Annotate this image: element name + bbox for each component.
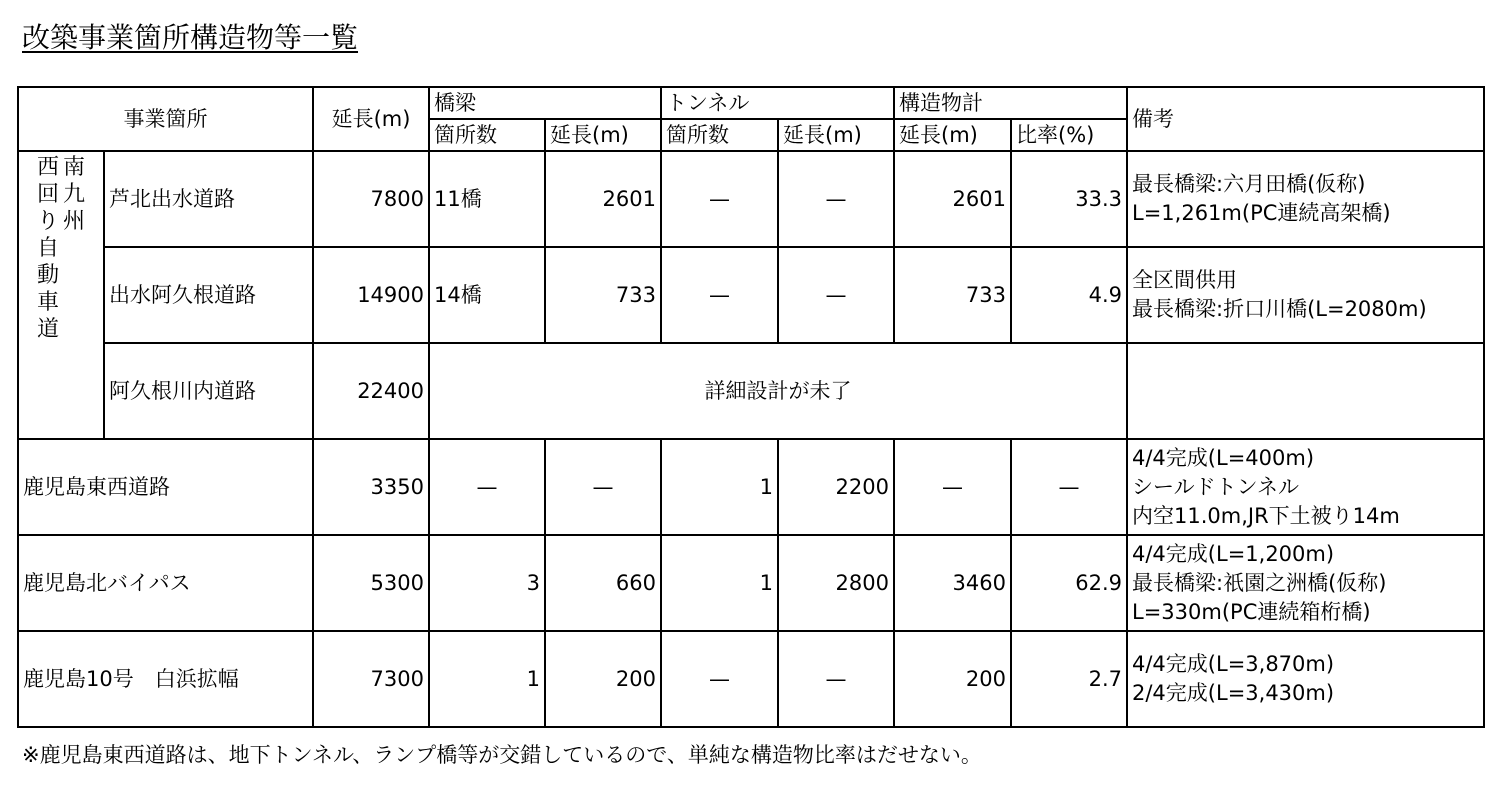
row-tunnel-length: — [778,151,894,247]
header-tunnel-encho: 延長(m) [778,119,894,151]
table-row [18,631,1484,727]
note-line: 全区間供用 [1132,268,1237,292]
row-tunnel-count: — [661,631,778,727]
row-tunnel-count: 1 [661,439,778,535]
row-bridge-length: 733 [545,247,661,343]
route-char: 九 [63,182,86,207]
route-group-col-left [37,154,59,343]
table-row [18,439,1484,535]
row-name: 鹿児島10号 白浜拡幅 [18,631,313,727]
row-notes [1127,535,1484,631]
note-line: 最長橋梁:祇園之洲橋(仮称) [1132,570,1387,595]
header-encho: 延長(m) [313,87,429,151]
table-row [18,535,1484,631]
route-char: 西 [36,155,59,180]
row-bridge-length: 200 [545,631,661,727]
route-char: 州 [63,209,86,234]
header-tunnel: トンネル [661,87,894,119]
note-line: 4/4完成(L=1,200m) [1132,541,1335,566]
row-ratio: — [1011,439,1127,535]
row-length: 14900 [313,247,429,343]
row-notes [1127,151,1484,247]
header-hiritsu: 比率(%) [1011,119,1127,151]
row-tunnel-length: — [778,631,894,727]
note-line: 最長橋梁:折口川橋(L=2080m) [1132,297,1427,321]
row-notes [1127,439,1484,535]
header-tunnel-kasho: 箇所数 [661,119,778,151]
row-notes [1127,343,1484,439]
row-ratio: 62.9 [1011,535,1127,631]
row-bridge-count: 3 [429,535,545,631]
row-structure-length: 200 [894,631,1011,727]
route-char: 南 [63,155,86,180]
note-line: L=330m(PC連続箱桁橋) [1132,599,1371,624]
route-char: 道 [36,317,59,342]
row-bridge-count: 1 [429,631,545,727]
row-bridge-count: 14橋 [429,247,545,343]
route-group-label [18,151,104,439]
note-line: 2/4完成(L=3,430m) [1132,681,1335,705]
row-tunnel-length: 2800 [778,535,894,631]
note-line: 4/4完成(L=400m) [1132,445,1315,470]
row-notes [1127,247,1484,343]
row-tunnel-length: — [778,247,894,343]
header-kyoryo-kasho: 箇所数 [429,119,545,151]
structures-table [17,86,1485,728]
row-length: 7800 [313,151,429,247]
row-structure-length: 2601 [894,151,1011,247]
row-ratio: 33.3 [1011,151,1127,247]
row-structure-length: — [894,439,1011,535]
row-tunnel-length: 2200 [778,439,894,535]
footnote: ※鹿児島東西道路は、地下トンネル、ランプ橋等が交錯しているので、単純な構造物比率はだせない。 [22,743,982,767]
row-notes [1127,631,1484,727]
row-length: 5300 [313,535,429,631]
row-bridge-length: — [545,439,661,535]
row-tunnel-count: 1 [661,535,778,631]
table-row [18,151,1484,247]
row-name: 鹿児島北バイパス [18,535,313,631]
row-length: 22400 [313,343,429,439]
row-ratio: 4.9 [1011,247,1127,343]
row-bridge-length: 2601 [545,151,661,247]
note-line: シールドトンネル [1132,474,1299,499]
row-length: 7300 [313,631,429,727]
route-group-col-right [63,154,85,343]
row-name: 出水阿久根道路 [104,247,313,343]
row-length: 3350 [313,439,429,535]
row-structure-length: 733 [894,247,1011,343]
header-kyoryo-encho: 延長(m) [545,119,661,151]
note-line: 4/4完成(L=3,870m) [1132,652,1335,676]
row-structure-length: 3460 [894,535,1011,631]
note-line: 内空11.0m,JR下土被り14m [1132,503,1400,528]
page-title: 改築事業箇所構造物等一覧 [22,21,359,54]
header-jigyo-kasho: 事業箇所 [18,87,313,151]
header-kyoryo: 橋梁 [429,87,661,119]
route-char: 動 [36,263,59,288]
route-char: 回 [36,182,59,207]
row-name: 阿久根川内道路 [104,343,313,439]
note-line: 最長橋梁:六月田橋(仮称) [1132,172,1366,196]
header-row-1 [18,87,1484,119]
header-kozo-encho: 延長(m) [894,119,1011,151]
route-char: 自 [36,236,59,261]
header-kozobutsu-kei: 構造物計 [894,87,1127,119]
table-row [18,343,1484,439]
row-bridge-length: 660 [545,535,661,631]
row-bridge-count: — [429,439,545,535]
row-name: 芦北出水道路 [104,151,313,247]
row-merged-status: 詳細設計が未了 [429,343,1127,439]
route-char: 車 [36,290,59,315]
row-ratio: 2.7 [1011,631,1127,727]
header-biko: 備考 [1127,87,1484,151]
route-char: り [36,209,59,234]
row-name: 鹿児島東西道路 [18,439,313,535]
row-tunnel-count: — [661,247,778,343]
table-row [18,247,1484,343]
row-tunnel-count: — [661,151,778,247]
row-bridge-count: 11橋 [429,151,545,247]
note-line: L=1,261m(PC連続高架橋) [1132,201,1391,225]
